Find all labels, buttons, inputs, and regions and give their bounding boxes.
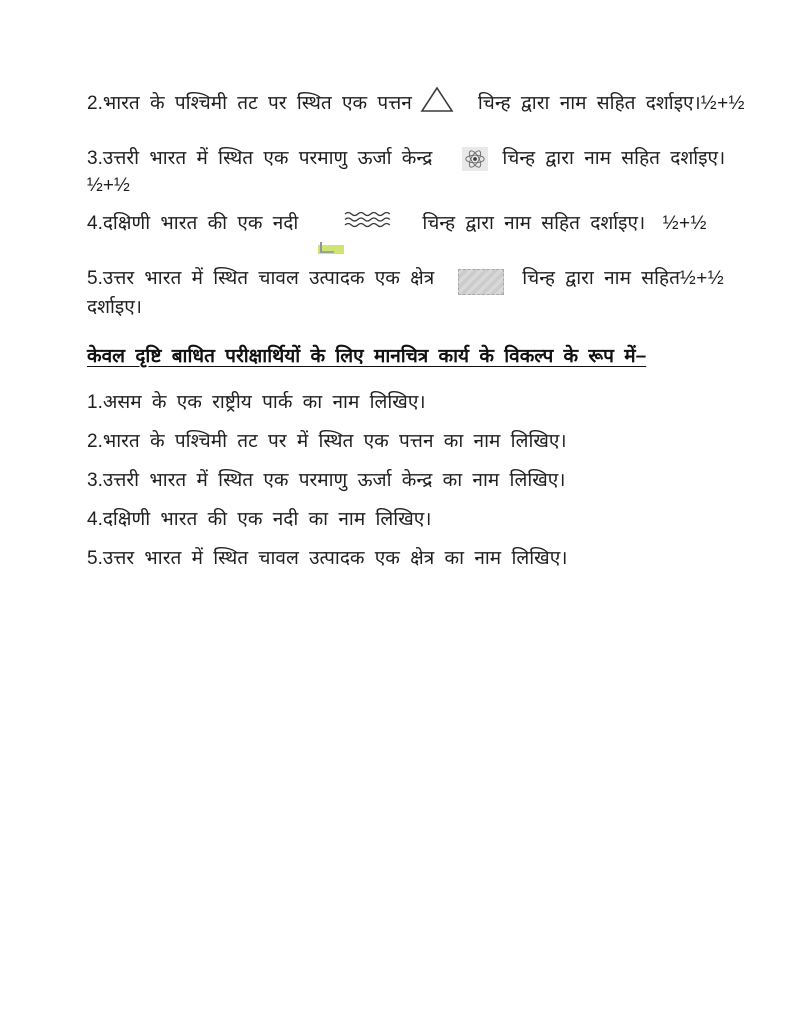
question-text: 5.उत्तर भारत में स्थित चावल उत्पादक एक क्षेत्र — [87, 268, 435, 289]
question-text: 4.दक्षिणी भारत की एक नदी — [87, 212, 299, 234]
question-suffix: चिन्ह द्वारा नाम सहित दर्शाइए। — [502, 148, 726, 169]
question-line — [87, 147, 726, 171]
map-question-4 — [87, 210, 707, 237]
port-triangle-icon — [420, 86, 454, 121]
map-question-5 — [87, 263, 725, 321]
question-line — [87, 263, 725, 295]
question-suffix: चिन्ह द्वारा नाम सहित दर्शाइए। — [477, 92, 701, 114]
map-question-3 — [87, 147, 726, 198]
marks-value: ½+½ — [700, 92, 746, 114]
alt-item-4: 4.दक्षिणी भारत की एक नदी का नाम लिखिए। — [87, 509, 432, 530]
alt-item-3: 3.उत्तरी भारत में स्थित एक परमाणु ऊर्जा केन्द्र का नाम लिखिए। — [87, 470, 566, 491]
page-content — [87, 86, 746, 586]
alt-item-5: 5.उत्तर भारत में स्थित चावल उत्पादक एक क्षेत्र का नाम लिखिए। — [87, 548, 568, 569]
question-suffix: चिन्ह द्वारा नाम सहित — [522, 268, 680, 289]
question-text: 3.उत्तरी भारत में स्थित एक परमाणु ऊर्जा केन्द्र — [87, 148, 433, 169]
marks-line — [87, 174, 707, 198]
alt-item-1: 1.असम के एक राष्ट्रीय पार्क का नाम लिखिए। — [87, 392, 426, 413]
marks-value: ½+½ — [679, 268, 725, 289]
highlighter-mark — [318, 245, 344, 254]
question-suffix-wrap: दर्शाइए। — [87, 297, 142, 318]
map-question-2 — [87, 86, 746, 121]
river-waves-icon — [342, 210, 394, 237]
marks-value: ½+½ — [662, 212, 707, 234]
alt-section-heading: केवल दृष्टि बाधित परीक्षार्थियों के लिए मानचित्र कार्य के विकल्प के रूप में– — [87, 346, 647, 367]
atomic-energy-icon — [462, 147, 488, 171]
cursor-l-mark — [320, 242, 334, 253]
shaded-area-icon — [458, 269, 504, 295]
alt-item-2: 2.भारत के पश्चिमी तट पर में स्थित एक पत्तन का नाम लिखिए। — [87, 431, 567, 452]
question-text: 2.भारत के पश्चिमी तट पर स्थित एक पत्तन — [87, 92, 412, 114]
marks-value: ½+½ — [87, 175, 130, 196]
question-suffix: चिन्ह द्वारा नाम सहित दर्शाइए। — [422, 212, 646, 234]
